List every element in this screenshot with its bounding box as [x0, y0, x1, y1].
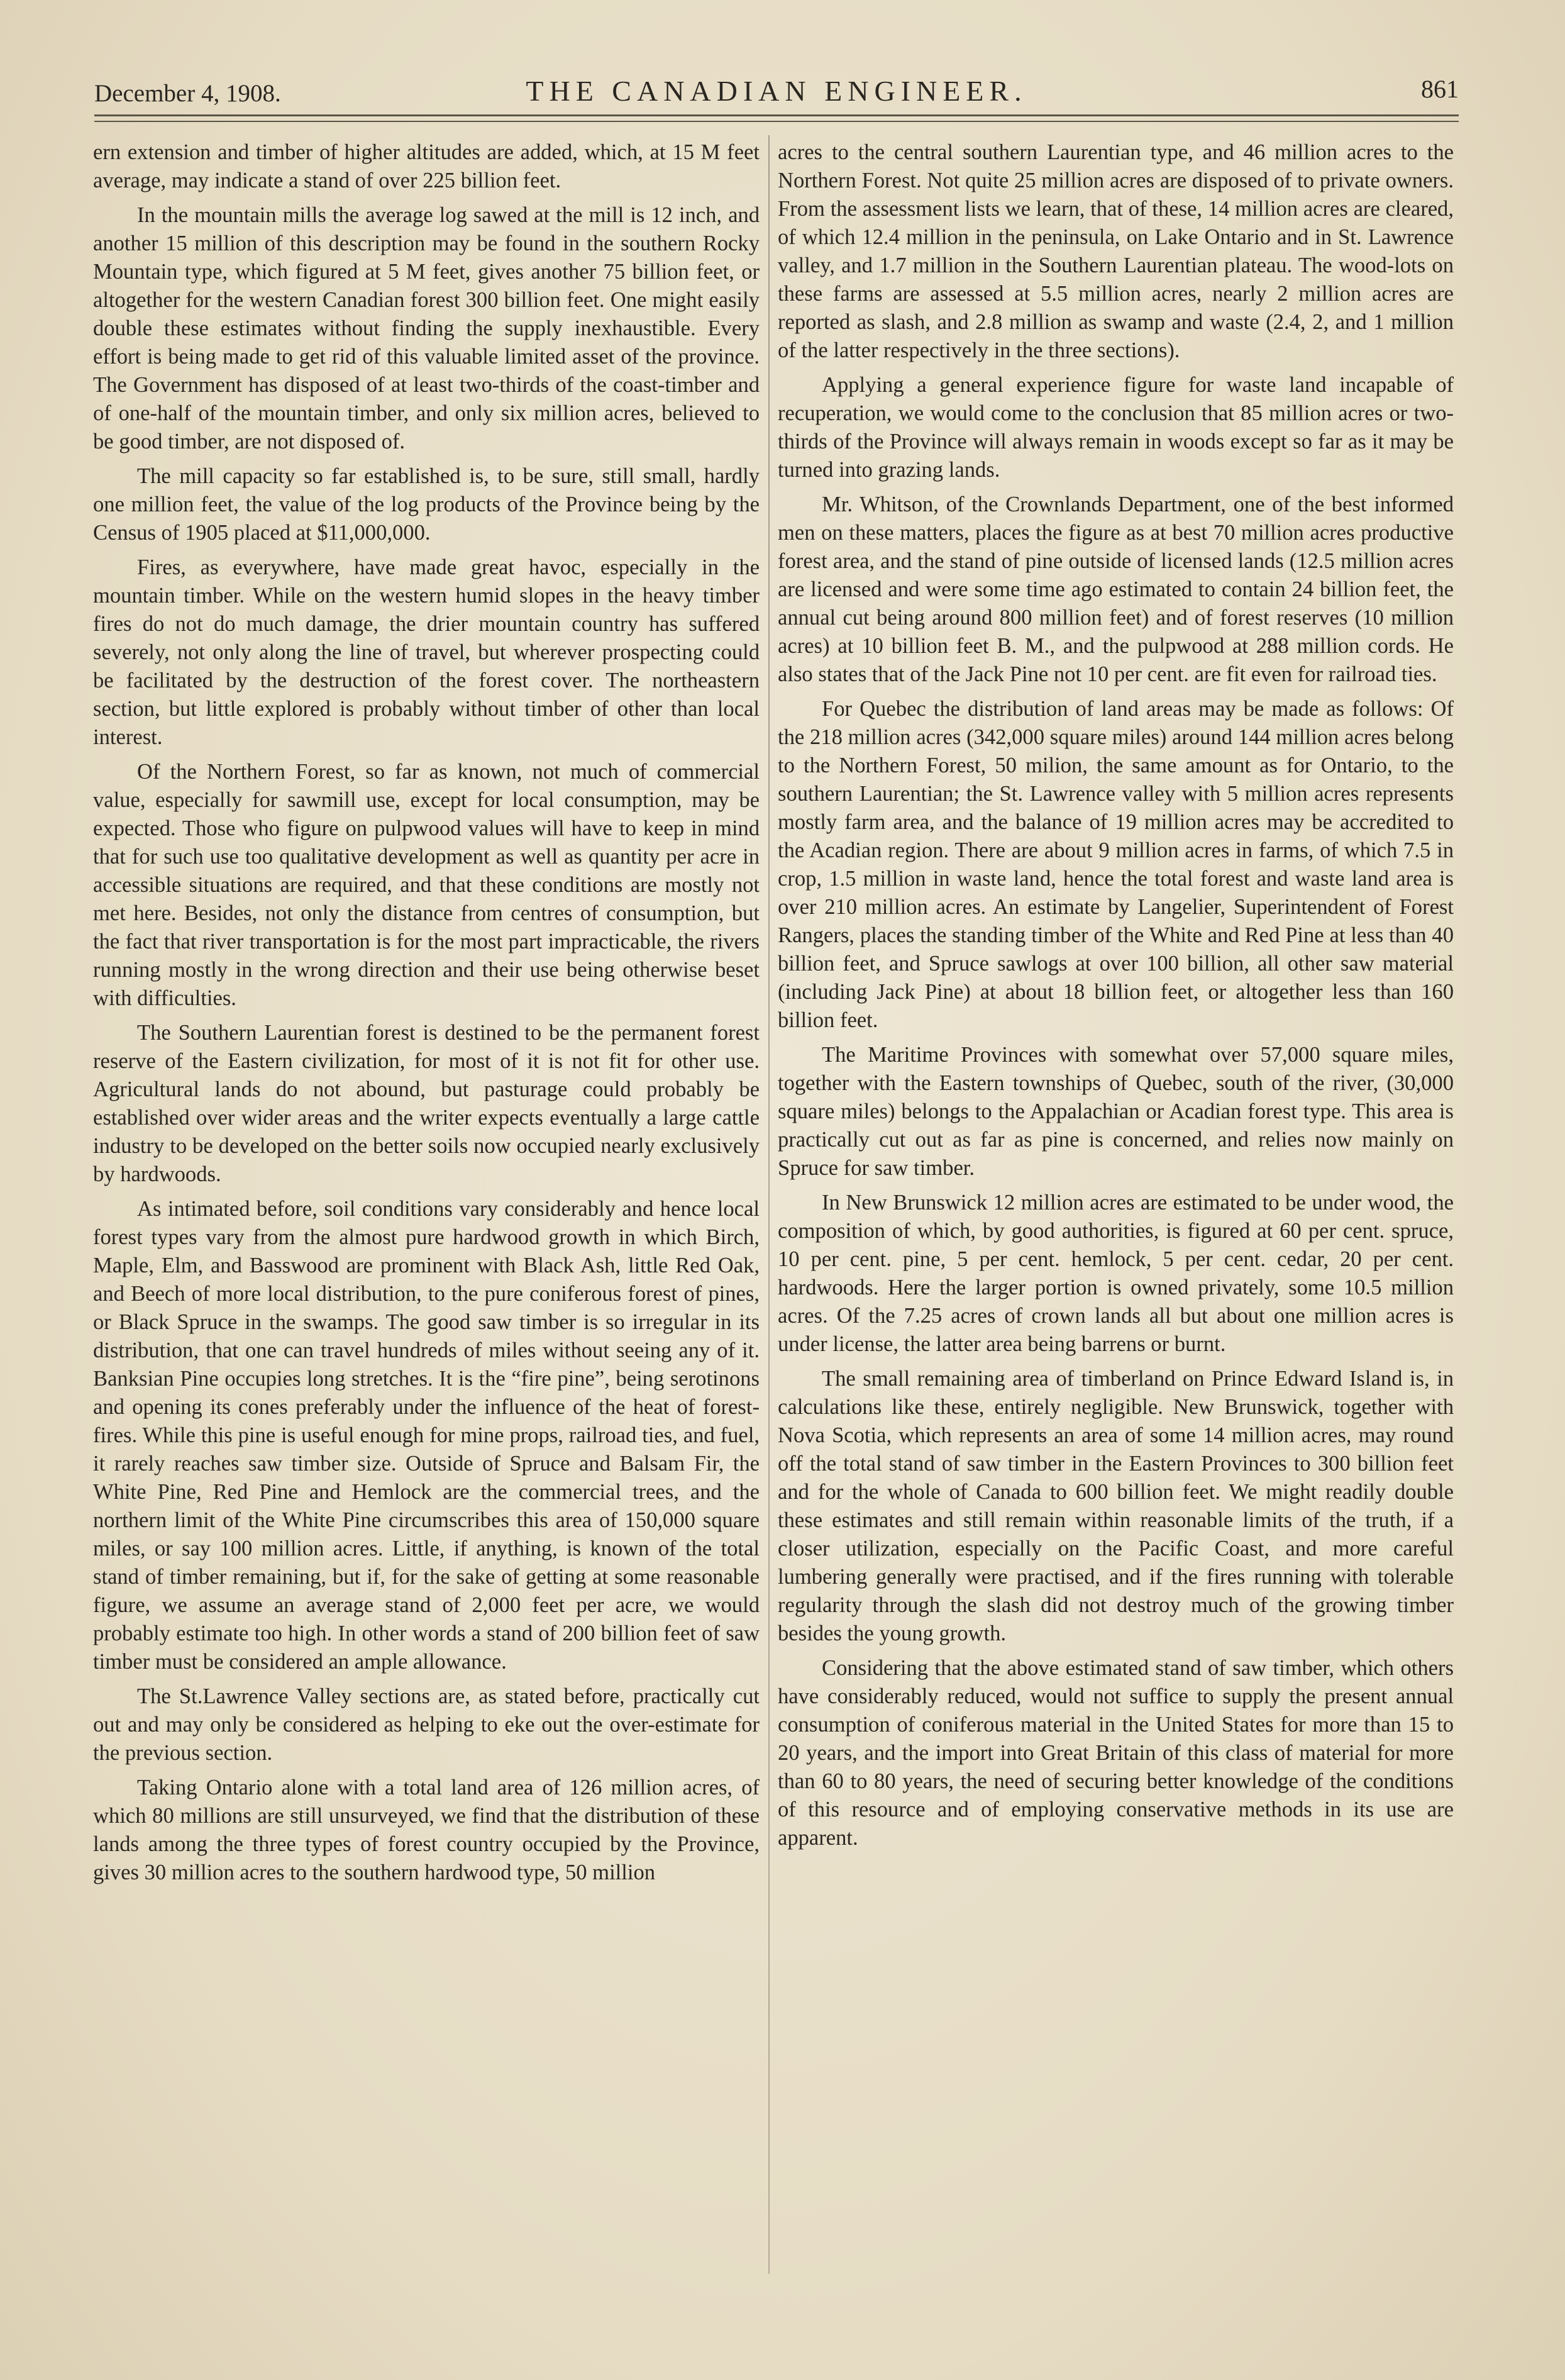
right-column: [778, 138, 1454, 1859]
paragraph: In New Brunswick 12 million acres are estimated to be under wood, the composition of which, by good authorities, is figured at 60 per cent. spruce, 10 per cent. pine, 5 per cent. hemlock, 5 per cent. cedar, 20 per cent. hardwoods. Here the larger portion is owned privately, some 10.5 million acres. Of the 7.25 acres of crown lands all but about one million acres is under license, the latter area being barrens or burnt.: [778, 1191, 1454, 1356]
paragraph: acres to the central southern Laurentian type, and 46 million acres to the Northern Forest. Not quite 25 million acres are disposed of to private owners. From the assessment lists we learn, that of these, 14 million acres are cleared, of which 12.4 million in the peninsula, on Lake Ontario and in St. Lawrence valley, and 1.7 million in the Southern Laurentian plateau. The wood-lots on these farms are assessed at 5.5 million acres, nearly 2 million acres are reported as slash, and 2.8 million as swamp and waste (2.4, 2, and 1 million of the latter respectively in the three sections).: [778, 140, 1454, 362]
paragraph: Fires, as everywhere, have made great havoc, especially in the mountain timber. While on the western humid slopes in the heavy timber fires do not do much damage, the drier mountain country has suffered severely, not only along the line of travel, but wherever prospecting could be facilitated by the destruction of the forest cover. The northeastern section, but little explored is probably without timber of other than local interest.: [93, 555, 760, 749]
paragraph: ern extension and timber of higher altitudes are added, which, at 15 M feet average, may indicate a stand of over 225 billion feet.: [93, 140, 760, 192]
paragraph: Mr. Whitson, of the Crownlands Department, one of the best informed men on these matters, places the figure as at best 70 million acres productive forest area, and the stand of pine outside of licensed lands (12.5 million acres are licensed and were some time ago estimated to contain 24 billion feet, the annual cut being around 800 million feet) and of forest reserves (10 million acres) at 10 billion feet B. M., and the pulpwood at 288 million cords. He also states that of the Jack Pine not 10 per cent. are fit even for railroad ties.: [778, 492, 1454, 686]
page-number: 861: [1421, 75, 1459, 103]
header-rule: [94, 114, 1459, 116]
paragraph: The Southern Laurentian forest is destined to be the permanent forest reserve of the Eastern civilization, for most of it is not fit for other use. Agricultural lands do not abound, but pasturage could probably be established over wider areas and the writer expects eventually a large cattle industry to be developed on the better soils now occupied nearly exclusively by hardwoods.: [93, 1021, 760, 1186]
paragraph: The small remaining area of timberland on Prince Edward Island is, in calculations like these, entirely negligible. New Brunswick, together with Nova Scotia, which represents an area of some 14 million acres, may round off the total stand of saw timber in the Eastern Provinces to 300 billion feet and for the whole of Canada to 600 billion feet. We might readily double these estimates and still remain within reasonable limits of the truth, if a closer utilization, especially on the Pacific Coast, and more careful lumbering generally were practised, and if the fires running with tolerable regularity through the slash did not destroy much of the growing timber besides the young growth.: [778, 1367, 1454, 1645]
paragraph: The St.Lawrence Valley sections are, as stated before, practically cut out and may only be considered as helping to eke out the over-estimate for the previous section.: [93, 1684, 760, 1765]
paragraph: In the mountain mills the average log sawed at the mill is 12 inch, and another 15 million of this description may be found in the southern Rocky Mountain type, which figured at 5 M feet, gives another 75 billion feet, or altogether for the western Canadian forest 300 billion feet. One might easily double these estimates without finding the supply inexhaustible. Every effort is being made to get rid of this valuable limited asset of the province. The Government has disposed of at least two-thirds of the coast-timber and of one-half of the mountain timber, and only six million acres, believed to be good timber, are not disposed of.: [93, 203, 760, 453]
paragraph: As intimated before, soil conditions vary considerably and hence local forest types vary from the almost pure hardwood growth in which Birch, Maple, Elm, and Basswood are prominent with Black Ash, little Red Oak, and Beech of more local distribution, to the pure coniferous forest of pines, or Black Spruce in the swamps. The good saw timber is so irregular in its distribution, that one can travel hundreds of miles without seeing any of it. Banksian Pine occupies long stretches. It is the “fire pine”, being serotinons and opening its cones preferably under the influence of the heat of forest-fires. While this pine is useful enough for mine props, railroad ties, and fuel, it rarely reaches saw timber size. Outside of Spruce and Balsam Fir, the White Pine, Red Pine and Hemlock are the commercial trees, and the northern limit of the White Pine circumscribes this area of 150,000 square miles, or say 100 million acres. Little, if anything, is known of the total stand of timber remaining, but if, for the sake of getting at some reasonable figure, we assume an average stand of 2,000 feet per acre, we would probably estimate too high. In other words a stand of 200 billion feet of saw timber must be considered an ample allowance.: [93, 1197, 760, 1674]
issue-date: December 4, 1908.: [94, 80, 281, 107]
paragraph: The Maritime Provinces with somewhat over 57,000 square miles, together with the Eastern townships of Quebec, south of the river, (30,000 square miles) belongs to the Appalachian or Acadian forest type. This area is practically cut out as far as pine is concerned, and relies now mainly on Spruce for saw timber.: [778, 1043, 1454, 1180]
publication-title: THE CANADIAN ENGINEER.: [526, 75, 1027, 107]
paragraph: Taking Ontario alone with a total land area of 126 million acres, of which 80 millions are still unsurveyed, we find that the distribution of these lands among the three types of forest country occupied by the Province, gives 30 million acres to the southern hardwood type, 50 million: [93, 1776, 760, 1884]
header-rule-thin: [94, 121, 1459, 122]
left-column: [93, 138, 760, 1893]
paragraph: Considering that the above estimated stand of saw timber, which others have considerably reduced, would not suffice to supply the present annual consumption of coniferous material in the United States for more than 15 to 20 years, and the import into Great Britain of this class of material for more than 60 to 80 years, the need of securing better knowledge of the conditions of this resource and of employing conservative methods in its use are apparent.: [778, 1656, 1454, 1850]
paragraph: Of the Northern Forest, so far as known, not much of commercial value, especially for sawmill use, except for local consumption, may be expected. Those who figure on pulpwood values will have to keep in mind that for such use too qualitative development as well as quantity per acre in accessible situations are required, and that these conditions are mostly not met here. Besides, not only the distance from centres of consumption, but the fact that river transportation is for the most part impracticable, the rivers running mostly in the wrong direction and their use being otherwise beset with difficulties.: [93, 760, 760, 1010]
paragraph: Applying a general experience figure for waste land incapable of recuperation, we would come to the conclusion that 85 million acres or two-thirds of the Province will always remain in woods except so far as it may be turned into grazing lands.: [778, 373, 1454, 482]
paragraph: For Quebec the distribution of land areas may be made as follows: Of the 218 million acres (342,000 square miles) around 144 million acres belong to the Northern Forest, 50 milion, the same amount as for Ontario, to the southern Laurentian; the St. Lawrence valley with 5 million acres represents mostly farm area, and the balance of 19 million acres may be accredited to the Acadian region. There are about 9 million acres in farms, of which 7.5 in crop, 1.5 million in waste land, hence the total forest and waste land area is over 210 million acres. An estimate by Langelier, Superintendent of Forest Rangers, places the standing timber of the White and Red Pine at less than 40 billion feet, and Spruce sawlogs at over 100 billion, all other saw material (including Jack Pine) at about 18 billion feet, or altogether less than 160 billion feet.: [778, 697, 1454, 1032]
page-header: [94, 70, 1459, 108]
column-divider: [768, 135, 770, 2274]
paragraph: The mill capacity so far established is, to be sure, still small, hardly one million feet, the value of the log products of the Province being by the Census of 1905 placed at $11,000,000.: [93, 464, 760, 545]
